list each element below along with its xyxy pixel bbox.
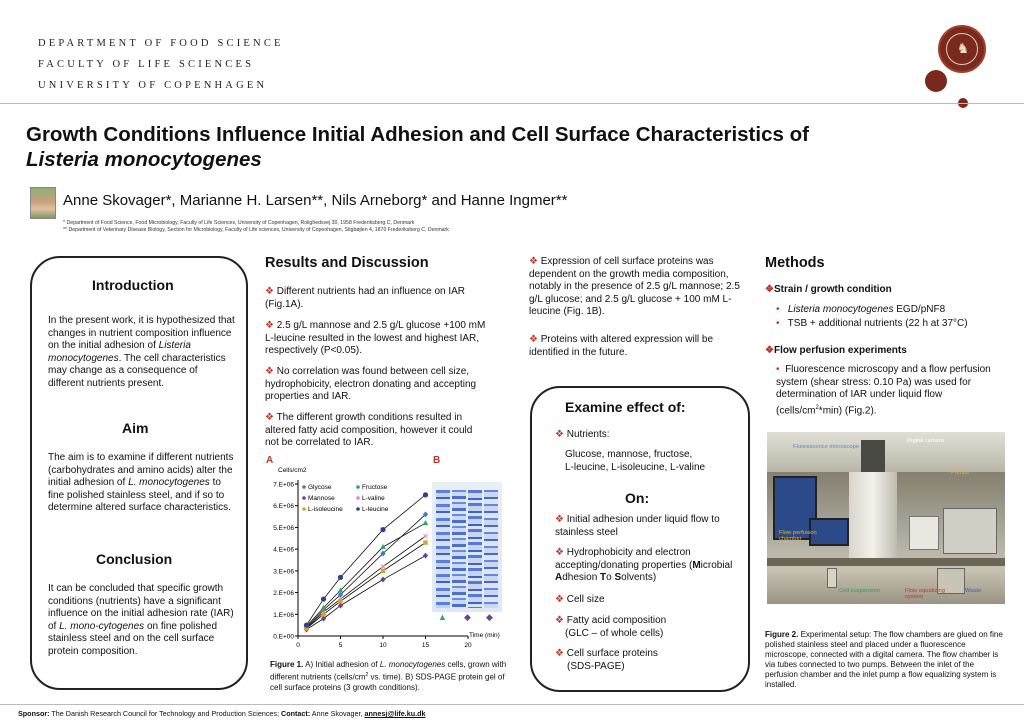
on-item-fatty-acid: ❖ Fatty acid composition: [555, 615, 667, 626]
legend-label: L-leucine: [362, 506, 389, 513]
data-point: [381, 569, 385, 573]
data-point: [338, 599, 342, 603]
strain-item-1: • Listeria monocytogenes EGD/pNF8: [776, 304, 946, 315]
gel-marker-diamond-icon: ◆: [486, 612, 493, 622]
label-cell-suspension: Cell suspension: [839, 588, 880, 594]
legend-label: L-valine: [362, 495, 385, 502]
dept-line-3: UNIVERSITY OF COPENHAGEN: [38, 80, 268, 91]
results-bullet-1: ❖ Different nutrients had an influence on IAR (Fig.1A).: [265, 286, 466, 310]
diamond-bullet-icon: ❖: [765, 284, 774, 295]
label-pumps: Pumps: [951, 470, 970, 476]
gel-marker-triangle-icon: ▲: [438, 612, 447, 622]
header-divider: [0, 103, 1024, 104]
x-tick-label: 15: [421, 642, 430, 649]
data-point: [338, 603, 343, 609]
gel-marker-diamond-icon: ◆: [464, 612, 471, 622]
aim-text: The aim is to examine if different nutrients (carbohydrates and amino acids) alter the initial adhesion of L. monocytogenes to fine polished stainless steel, and if so to determine altered surface characteristics.: [48, 452, 234, 513]
data-point: [321, 612, 325, 616]
data-point: [423, 520, 429, 525]
on-item-adhesion: ❖ Initial adhesion under liquid flow to stainless steel: [555, 514, 720, 538]
author-list: Anne Skovager*, Marianne H. Larsen**, Nils Arneborg* and Hanne Ingmer**: [63, 192, 568, 209]
conclusion-heading: Conclusion: [96, 551, 173, 567]
data-point: [423, 540, 427, 544]
data-point: [338, 575, 343, 580]
label-flow-equalizing-system: Flow equalizing system: [905, 588, 945, 600]
data-point: [424, 534, 428, 538]
sds-page-gel-image: [432, 482, 502, 612]
author-photo: [30, 187, 56, 219]
decorative-dot: [925, 70, 947, 92]
figure-1-caption: Figure 1. A) Initial adhesion of L. monocytogenes cells, grown with different nutrients ($cells/cm^2$ vs. time). B) SDS-PAGE protein gel of cell surface proteins (3 growth conditions).: [270, 660, 507, 692]
experimental-setup-photo: [767, 432, 1005, 604]
data-point: [423, 553, 428, 559]
on-item-proteins-detail: (SDS-PAGE): [567, 661, 625, 672]
legend-marker: [356, 507, 360, 511]
flow-item-1: • Fluorescence microscopy and a flow perfusion system (shear stress: 0.10 Pa) was used for determination of IAR under liquid flow $(cells/cm^2*\min)$ (Fig.2).: [776, 364, 991, 416]
affiliation-1: * Department of Food Science, Food Microbiology, Faculty of Life Sciences, University of Copenhagen, Rolighedsvej 30, 1958 Frederiksberg C, Denmark: [63, 220, 415, 226]
contact-email-link[interactable]: annesj@life.ku.dk: [364, 709, 426, 718]
on-heading: On:: [625, 490, 650, 506]
results-bullet-4: ❖ The different growth conditions resulted in altered fatty acid composition, however it could not be correlated to IAR.: [265, 412, 473, 448]
nutrients-label: ❖ Nutrients:: [555, 429, 610, 440]
data-point: [380, 527, 385, 532]
panel-b-label: B: [433, 455, 441, 466]
flow-heading: ❖Flow perfusion experiments: [765, 345, 907, 356]
x-tick-label: 0: [296, 642, 300, 649]
diamond-bullet-icon: ❖: [265, 412, 274, 423]
series-line-l-leucine: [307, 495, 426, 625]
diamond-bullet-icon: ❖: [555, 547, 564, 558]
diamond-bullet-icon: ❖: [555, 615, 564, 626]
data-point: [304, 623, 309, 628]
diamond-bullet-icon: ❖: [555, 514, 564, 525]
data-point: [423, 492, 428, 497]
figure-2-caption: Figure 2. Experimental setup: The flow chambers are glued on fine polished stainless steel and placed under a fluorescence microscope, connected with a digital camera. The flow chamber is via tubes connected to two pumps. Between the inlet of the perfusion chamber and the inlet pump a flow equalizing system is installed.: [765, 630, 1003, 689]
y-axis-label: Cells/cm2: [278, 467, 307, 474]
conclusion-text: It can be concluded that specific growth conditions (nutrients) have a significant influence on the initial adhesion rate (IAR) of L. mono-cytogenes on fine polished stainless steel and on the cell surface protein composition.: [48, 583, 234, 657]
results-heading: Results and Discussion: [265, 255, 429, 271]
university-seal-logo: ♞: [938, 25, 986, 73]
diamond-bullet-icon: ❖: [529, 334, 538, 345]
results-bullet-3: ❖ No correlation was found between cell size, hydrophobicity, electron donating and accepting properties and IAR.: [265, 366, 477, 402]
dept-line-2: FACULTY OF LIFE SCIENCES: [38, 59, 255, 70]
label-waste: Waste: [965, 588, 982, 594]
data-point: [380, 577, 385, 583]
data-point: [380, 544, 386, 549]
results-bullet-2: ❖ 2.5 g/L mannose and 2.5 g/L glucose +100 mM L-leucine resulted in the lowest and highest IAR, respectively (P<0.05).: [265, 320, 486, 356]
on-item-fatty-acid-detail: (GLC – of whole cells): [565, 628, 664, 639]
strain-heading: ❖Strain / growth condition: [765, 284, 892, 295]
x-tick-label: 20: [464, 642, 472, 649]
on-item-proteins: ❖ Cell surface proteins: [555, 648, 658, 659]
legend-marker: [356, 485, 360, 489]
legend-label: L-isoleucine: [308, 506, 343, 513]
data-point: [321, 596, 326, 601]
y-tick-label: 2.E+06: [273, 590, 294, 598]
y-tick-label: 3.E+06: [273, 568, 294, 576]
affiliation-2: ** Department of Veterinary Disease Biology, Section for Microbiology, Faculty of Life sciences, University of Copenhagen, Stigbøjlen 4, 1870 Frederiksberg C, Denmark: [63, 227, 449, 233]
y-tick-label: 1.E+06: [273, 611, 294, 619]
diamond-bullet-icon: ❖: [265, 366, 274, 377]
legend-marker: [356, 496, 360, 500]
diamond-bullet-icon: ❖: [265, 320, 274, 331]
legend-marker: [302, 485, 306, 489]
footer-divider: [0, 704, 1024, 705]
intro-text: In the present work, it is hypothesized that changes in nutrient composition influence on the initial adhesion of Listeria monocytogenes. The cell characteristics may change as a consequence of different nutrients present.: [48, 315, 235, 389]
poster-title: Growth Conditions Influence Initial Adhesion and Cell Surface Characteristics of Listeria monocytogenes: [26, 123, 809, 171]
strain-item-2: • TSB + additional nutrients (22 h at 37°C): [776, 318, 968, 329]
y-tick-label: 0.E+00: [273, 633, 294, 641]
footer: Sponsor: The Danish Research Council for Technology and Production Sciences; Contact: Anne Skovager, annesj@life.ku.dk: [18, 709, 426, 718]
label-fluorescence-microscope: Fluorescence microscope: [793, 444, 860, 450]
intro-heading: Introduction: [92, 277, 174, 293]
data-point: [321, 616, 326, 622]
on-item-cell-size: ❖ Cell size: [555, 594, 605, 605]
methods-heading: Methods: [765, 255, 825, 271]
data-point: [381, 565, 385, 569]
label-flow-perfusion-chamber: Flow perfusion chamber: [779, 530, 817, 542]
results-bullet-6: ❖ Proteins with altered expression will be identified in the future.: [529, 334, 714, 358]
x-tick-label: 5: [338, 642, 343, 649]
diamond-bullet-icon: ❖: [765, 345, 774, 356]
on-item-hydrophobicity: ❖ Hydrophobicity and electron accepting/donating properties (Microbial Adhesion To Solvents): [555, 547, 733, 583]
y-tick-label: 7.E+06: [273, 481, 294, 489]
y-tick-label: 6.E+06: [273, 503, 294, 511]
x-axis-label: Time (min): [469, 632, 500, 639]
nutrients-list-1: Glucose, mannose, fructose,: [565, 449, 693, 460]
diamond-bullet-icon: ❖: [529, 256, 538, 267]
x-tick-label: 10: [379, 642, 387, 649]
diamond-bullet-icon: ❖: [555, 648, 564, 659]
legend-label: Fructose: [362, 484, 388, 491]
y-tick-label: 4.E+06: [273, 546, 294, 554]
aim-heading: Aim: [122, 420, 149, 436]
diamond-bullet-icon: ❖: [555, 594, 564, 605]
nutrients-list-2: L-leucine, L-isoleucine, L-valine: [565, 462, 706, 473]
legend-marker: [302, 507, 306, 511]
dept-line-1: DEPARTMENT OF FOOD SCIENCE: [38, 38, 284, 49]
y-tick-label: 5.E+06: [273, 524, 294, 532]
legend-label: Mannose: [308, 495, 335, 502]
results-bullet-5: ❖ Expression of cell surface proteins was dependent on the growth media composition, notably in the presence of 2.5 g/L mannose; 2.5 g/L glucose; and 2.5 g/L glucose + 100 mM L-leucine (Fig. 1B).: [529, 256, 740, 317]
diamond-bullet-icon: ❖: [555, 429, 564, 440]
panel-a-label: A: [266, 455, 274, 466]
legend-label: Glycose: [308, 484, 332, 491]
legend-marker: [302, 496, 306, 500]
examine-heading: Examine effect of:: [565, 399, 686, 415]
label-digital-camera: Digital camera: [907, 438, 945, 444]
diamond-bullet-icon: ❖: [265, 286, 274, 297]
